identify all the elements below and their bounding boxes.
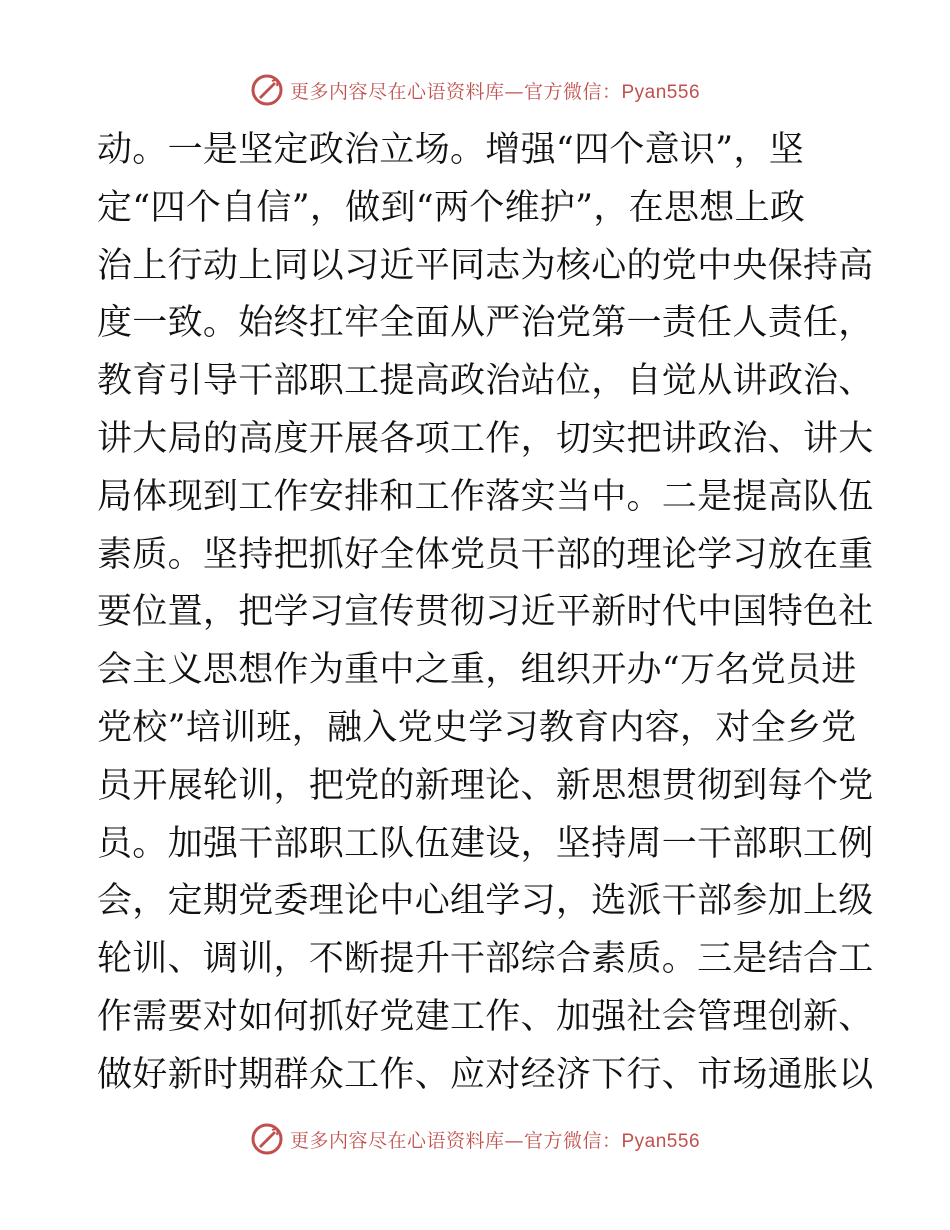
body-line: 素质。坚持把抓好全体党员干部的理论学习放在重 [97, 534, 874, 575]
body-line: 局体现到工作安排和工作落实当中。二是提高队伍 [97, 476, 874, 517]
body-line: 会，定期党委理论中心组学习，选派干部参加上级 [97, 881, 874, 922]
body-line: 党校”培训班，融入党史学习教育内容，对全乡党 [97, 707, 857, 748]
body-line: 动。一是坚定政治立场。增强“四个意识”，坚 [97, 130, 805, 170]
body-line: 员。加强干部职工队伍建设，坚持周一干部职工例 [97, 823, 874, 864]
watermark-wechat-id: Pyan556 [621, 81, 701, 103]
quill-logo-icon [250, 1122, 284, 1156]
document-body [97, 122, 874, 1105]
body-line: 度一致。始终扛牢全面从严治党第一责任人责任， [97, 303, 874, 344]
body-line: 要位置，把学习宣传贯彻习近平新时代中国特色社 [97, 592, 874, 633]
body-line: 轮训、调训，不断提升干部综合素质。三是结合工 [97, 939, 874, 980]
watermark-wechat-id: Pyan556 [621, 1130, 701, 1152]
body-line: 员开展轮训，把党的新理论、新思想贯彻到每个党 [97, 765, 874, 806]
watermark-text [290, 1126, 700, 1153]
watermark-main-text: 更多内容尽在心语资料库—官方微信： [289, 1129, 622, 1152]
footer-watermark [0, 1119, 950, 1159]
body-line: 做好新时期群众工作、应对经济下行、市场通胀以 [97, 1054, 874, 1095]
body-line: 治上行动上同以习近平同志为核心的党中央保持高 [97, 245, 874, 286]
quill-logo-icon [250, 73, 284, 107]
body-line: 定“四个自信”，做到“两个维护”，在思想上政 [97, 187, 806, 228]
body-line: 作需要对如何抓好党建工作、加强社会管理创新、 [97, 996, 874, 1037]
body-line: 教育引导干部职工提高政治站位，自觉从讲政治、 [97, 361, 874, 402]
watermark-text [290, 77, 700, 104]
body-line: 会主义思想作为重中之重，组织开办“万名党员进 [97, 650, 857, 691]
watermark-main-text: 更多内容尽在心语资料库—官方微信： [289, 80, 622, 103]
body-line: 讲大局的高度开展各项工作，切实把讲政治、讲大 [97, 418, 874, 459]
header-watermark [0, 70, 950, 110]
